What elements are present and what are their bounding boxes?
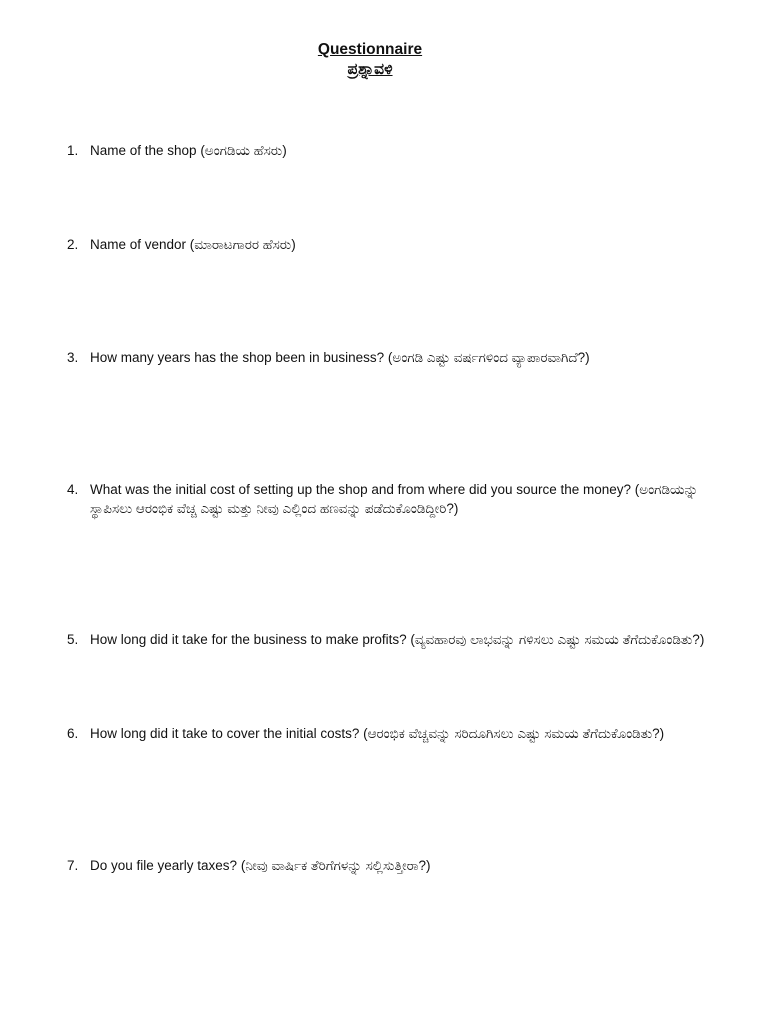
question-item xyxy=(67,348,707,367)
question-number: 3. xyxy=(67,350,79,365)
question-item xyxy=(67,630,707,649)
question-number: 6. xyxy=(67,726,79,741)
question-item xyxy=(67,480,707,518)
question-item xyxy=(67,141,707,160)
question-text: Name of the shop (ಅಂಗಡಿಯ ಹೆಸರು) xyxy=(90,143,287,158)
page-title: Questionnaire xyxy=(317,41,423,58)
question-item xyxy=(67,856,707,875)
question-number: 2. xyxy=(67,237,79,252)
question-text: How many years has the shop been in business? (ಅಂಗಡಿ ಎಷ್ಟು ವರ್ಷಗಳಿಂದ ವ್ಯಾಪಾರವಾಗಿದೆ?) xyxy=(90,350,590,365)
question-number: 7. xyxy=(67,858,79,873)
question-item xyxy=(67,724,707,743)
question-number: 5. xyxy=(67,632,79,647)
question-text: Do you file yearly taxes? (ನೀವು ವಾರ್ಷಿಕ ತೆರಿಗೆಗಳನ್ನು ಸಲ್ಲಿಸುತ್ತೀರಾ?) xyxy=(90,858,431,873)
document-header xyxy=(0,40,740,80)
question-text: How long did it take to cover the initial costs? (ಆರಂಭಿಕ ವೆಚ್ಚವನ್ನು ಸರಿದೂಗಿಸಲು ಎಷ್ಟು ಸಮಯ ತೆಗೆದುಕೊಂಡಿತು?) xyxy=(90,726,665,741)
question-number: 4. xyxy=(67,482,79,497)
question-item xyxy=(67,235,707,254)
page-subtitle: ಪ್ರಶ್ನಾವಳಿ xyxy=(347,61,393,78)
question-text: What was the initial cost of setting up the shop and from where did you source the money? (ಅಂಗಡಿಯನ್ನು ಸ್ಥಾಪಿಸಲು ಆರಂಭಿಕ ವೆಚ್ಚ ಎಷ್ಟು ಮತ್ತು ನೀವು ಎಲ್ಲಿಂದ ಹಣವನ್ನು ಪಡೆದುಕೊಂಡಿದ್ದೀರಿ?) xyxy=(90,482,699,516)
question-text: How long did it take for the business to make profits? (ವ್ಯವಹಾರವು ಲಾಭವನ್ನು ಗಳಿಸಲು ಎಷ್ಟು ಸಮಯ ತೆಗೆದುಕೊಂಡಿತು?) xyxy=(90,632,705,647)
question-text: Name of vendor (ಮಾರಾಟಗಾರರ ಹೆಸರು) xyxy=(90,237,296,252)
question-number: 1. xyxy=(67,143,79,158)
